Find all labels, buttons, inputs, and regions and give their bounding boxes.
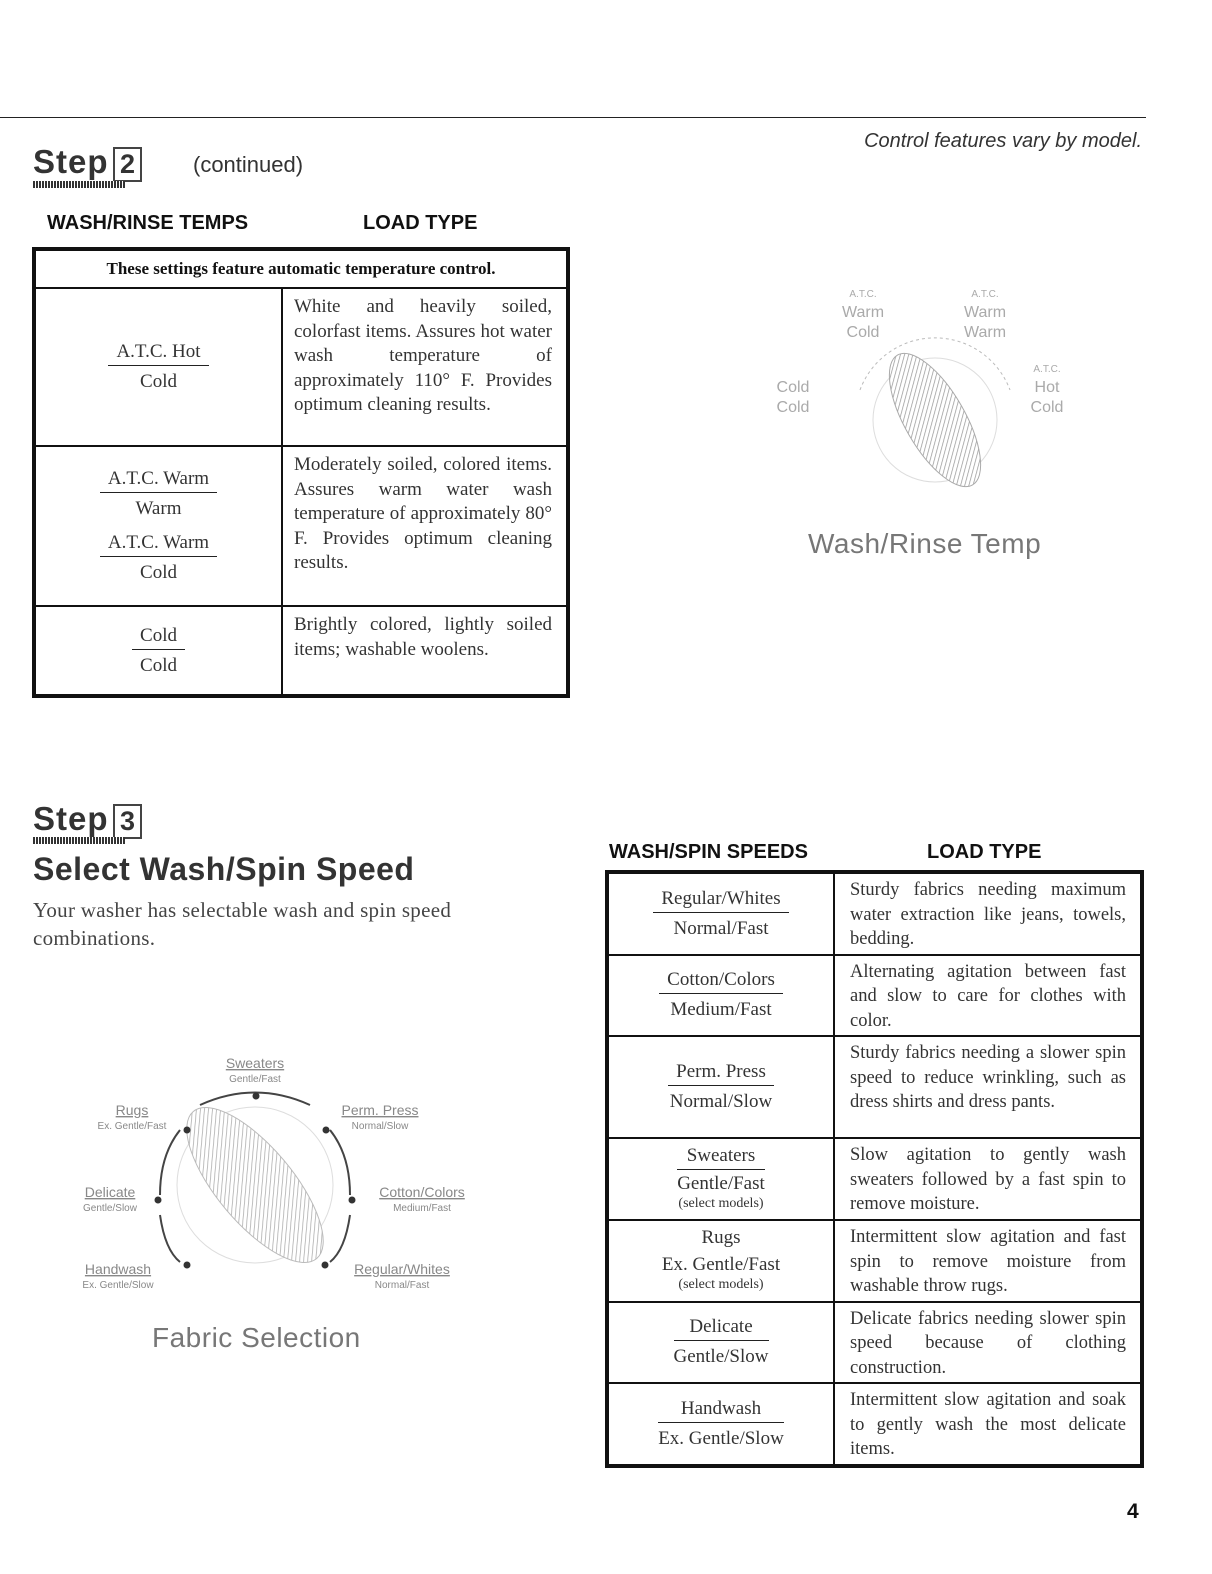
fabric-dial-caption: Fabric Selection [152,1322,361,1353]
step3-number: 3 [113,804,142,839]
fabric-dial-illustration [60,1050,500,1300]
temps-load-header: LOAD TYPE [363,212,478,234]
wash-temp: Cold [132,625,185,650]
table-row [607,1383,1142,1466]
dial-label: Gentle/Slow [83,1203,137,1214]
dial-label: Cold [776,379,810,396]
dial-knob-icon [164,1087,346,1283]
speed-fraction [662,1227,780,1293]
header-rule [0,117,1146,118]
dial-knob-icon [872,340,999,500]
temp-fraction [108,341,208,393]
cycle-name: Rugs [701,1227,741,1249]
model-note: (select models) [678,1277,764,1293]
dial-label: Medium/Fast [393,1203,451,1214]
speed-fraction [668,1061,774,1113]
load-description: Intermittent slow agitation and soak to gently wash the most delicate items. [834,1383,1142,1466]
cycle-speed: Ex. Gentle/Fast [661,1254,781,1276]
dial-label: Hot [1034,379,1060,396]
load-description: Moderately soiled, colored items. Assures warm water wash temperature of approximately 80° F. Provides optimum cleaning results. [282,446,568,606]
temp-dial-illustration [760,280,1090,520]
step2-word: Step [33,143,109,180]
temperature-table-caption: These settings feature automatic temperature control. [34,249,568,288]
dial-label: Gentle/Fast [229,1074,281,1085]
dial-label: Normal/Fast [374,1280,430,1291]
temp-fraction [132,625,185,677]
table-row [34,288,568,446]
step2-number: 2 [113,147,142,182]
wash-temp: A.T.C. Warm [100,468,217,493]
table-row [607,872,1142,955]
cycle-speed: Normal/Slow [669,1091,773,1112]
temp-fraction [100,532,217,584]
rinse-temp: Cold [140,654,177,676]
dial-label: Cold [1030,399,1064,416]
load-description: Slow agitation to gently wash sweaters followed by a fast spin to remove moisture. [834,1138,1142,1220]
model-note: Control features vary by model. [864,130,1142,152]
cycle-speed: Medium/Fast [670,999,772,1021]
load-description: Sturdy fabrics needing a slower spin speed to reduce wrinkling, such as dress shirts and dress pants. [834,1036,1142,1138]
table-row [34,606,568,696]
cycle-speed: Gentle/Slow [673,1346,769,1368]
rinse-temp: Cold [140,371,177,392]
step2-heading [33,143,142,182]
speed-fraction [674,1316,769,1368]
step3-intro: Your washer has selectable wash and spin speed combinations. [33,898,452,950]
temperature-table [32,247,570,698]
dial-label: Warm [963,304,1007,321]
temps-column-header: WASH/RINSE TEMPS [47,212,249,234]
speed-fraction [677,1145,765,1212]
dial-label: Handwash [84,1261,152,1277]
load-description: White and heavily soiled, colorfast items. Assures hot water wash temperature of approximately 110° F. Provides optimum cleaning results. [282,288,568,446]
step2-underline [33,181,125,188]
table-row [607,955,1142,1037]
step3-heading [33,800,142,839]
dial-label: Warm [841,304,885,321]
table-row [607,1036,1142,1138]
cycle-name: Perm. Press [668,1061,774,1086]
wash-temp: A.T.C. Warm [100,532,217,557]
table-row [607,1220,1142,1302]
load-description: Sturdy fabrics needing maximum water extraction like jeans, towels, bedding. [834,872,1142,955]
cycle-speed: Normal/Fast [673,917,769,939]
step3-title: Select Wash/Spin Speed [33,851,415,887]
temp-dial-caption: Wash/Rinse Temp [808,528,1042,559]
load-description: Brightly colored, lightly soiled items; washable woolens. [282,606,568,696]
dial-label: Sweaters [225,1055,285,1071]
speeds-load-header: LOAD TYPE [927,841,1042,863]
model-note: (select models) [678,1196,764,1211]
dial-label: A.T.C. [1033,364,1061,375]
cycle-name: Handwash [658,1398,784,1423]
step3-underline [33,837,125,844]
dial-label: Regular/Whites [354,1261,450,1277]
load-description: Alternating agitation between fast and slow to care for clothes with color. [834,955,1142,1037]
dial-label: Ex. Gentle/Fast [97,1121,167,1132]
cycle-speed: Gentle/Fast [677,1173,765,1194]
dial-label: Normal/Slow [351,1121,409,1132]
speeds-column-header: WASH/SPIN SPEEDS [609,841,808,863]
table-row [607,1302,1142,1384]
table-row [34,446,568,606]
dial-label: Ex. Gentle/Slow [82,1280,154,1291]
dial-label: Warm [963,324,1007,341]
cycle-name: Sweaters [677,1145,765,1170]
dial-label: Cold [776,399,810,416]
speed-fraction [658,1398,784,1450]
wash-temp: A.T.C. Hot [108,341,208,366]
dial-label: Cotton/Colors [379,1184,465,1200]
wash-spin-table [605,870,1144,1468]
temp-fraction [100,468,217,520]
rinse-temp: Warm [135,498,182,519]
dial-label: A.T.C. [849,289,877,300]
dial-label: Rugs [115,1102,149,1118]
dial-label: Perm. Press [341,1102,419,1118]
step2-continued: (continued) [193,152,304,177]
page-number: 4 [1127,1500,1139,1523]
cycle-speed: Ex. Gentle/Slow [658,1427,784,1449]
speed-fraction [653,888,788,940]
rinse-temp: Cold [140,562,177,583]
dial-label: A.T.C. [971,289,999,300]
speed-fraction [659,969,783,1021]
cycle-name: Cotton/Colors [659,969,783,994]
cycle-name: Regular/Whites [653,888,788,913]
load-description: Delicate fabrics needing slower spin speed because of clothing construction. [834,1302,1142,1384]
dial-label: Delicate [84,1184,136,1200]
step3-word: Step [33,800,109,837]
table-row [607,1138,1142,1220]
load-description: Intermittent slow agitation and fast spin to remove moisture from washable throw rugs. [834,1220,1142,1302]
dial-label: Cold [846,324,880,341]
cycle-name: Delicate [674,1316,769,1341]
